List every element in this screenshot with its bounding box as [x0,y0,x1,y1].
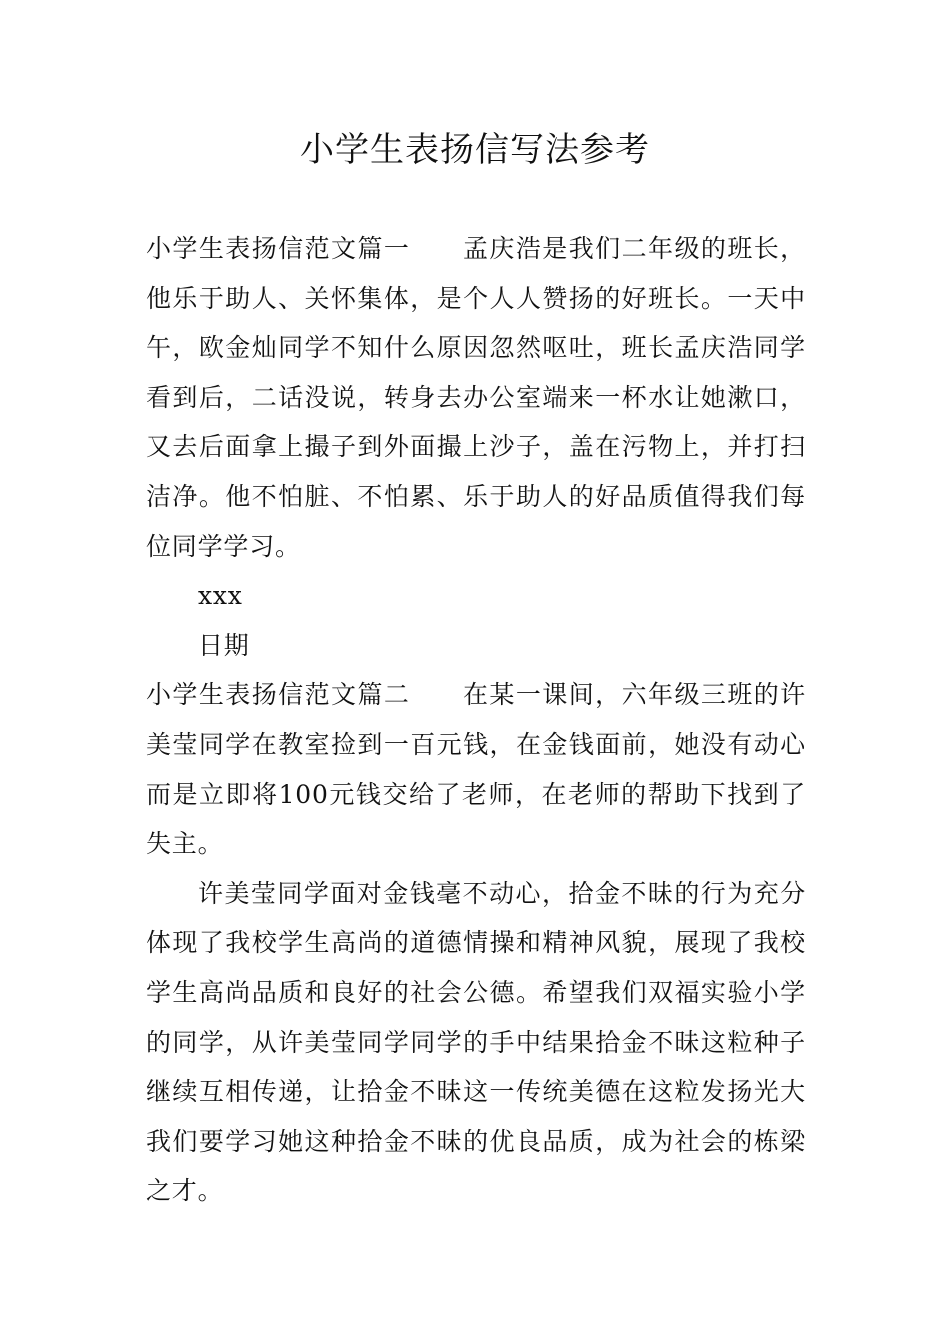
section-2-paragraph-2: 许美莹同学面对金钱毫不动心，拾金不昧的行为充分体现了我校学生高尚的道德情操和精神风貌，展现了我校学生高尚品质和良好的社会公德。希望我们双福实验小学的同学，从许美莹同学同学的手中结果拾金不昧这粒种子继续互相传递，让拾金不昧这一传统美德在这粒发扬光大我们要学习她这种拾金不昧的优良品质，成为社会的栋梁之才。 [146,878,806,1206]
section-2-text: 在某一课间，六年级三班的许美莹同学在教室捡到一百元钱，在金钱面前，她没有动心而是立即将100元钱交给了老师，在老师的帮助下找到了失主。 [146,680,806,859]
section-2-paragraph [146,670,806,868]
signature-date: 日期 [198,630,250,660]
section-1-heading: 小学生表扬信范文篇一 [146,234,411,263]
document-title: 小学生表扬信写法参考 [300,130,650,170]
signature: xxx [198,581,243,611]
section-2-heading: 小学生表扬信范文篇二 [146,680,411,710]
section-1-text: 孟庆浩是我们二年级的班长，他乐于助人、关怀集体，是个人人赞扬的好班长。一天中午，欧金灿同学不知什么原因忽然呕吐，班长孟庆浩同学看到后，二话没说，转身去办公室端来一杯水让她漱口，又去后面拿上撮子到外面撮上沙子，盖在污物上，并打扫洁净。他不怕脏、不怕累、乐于助人的好品质值得我们每位同学学习。 [146,234,806,561]
document-body [146,224,806,1216]
section-1-paragraph [146,224,806,571]
